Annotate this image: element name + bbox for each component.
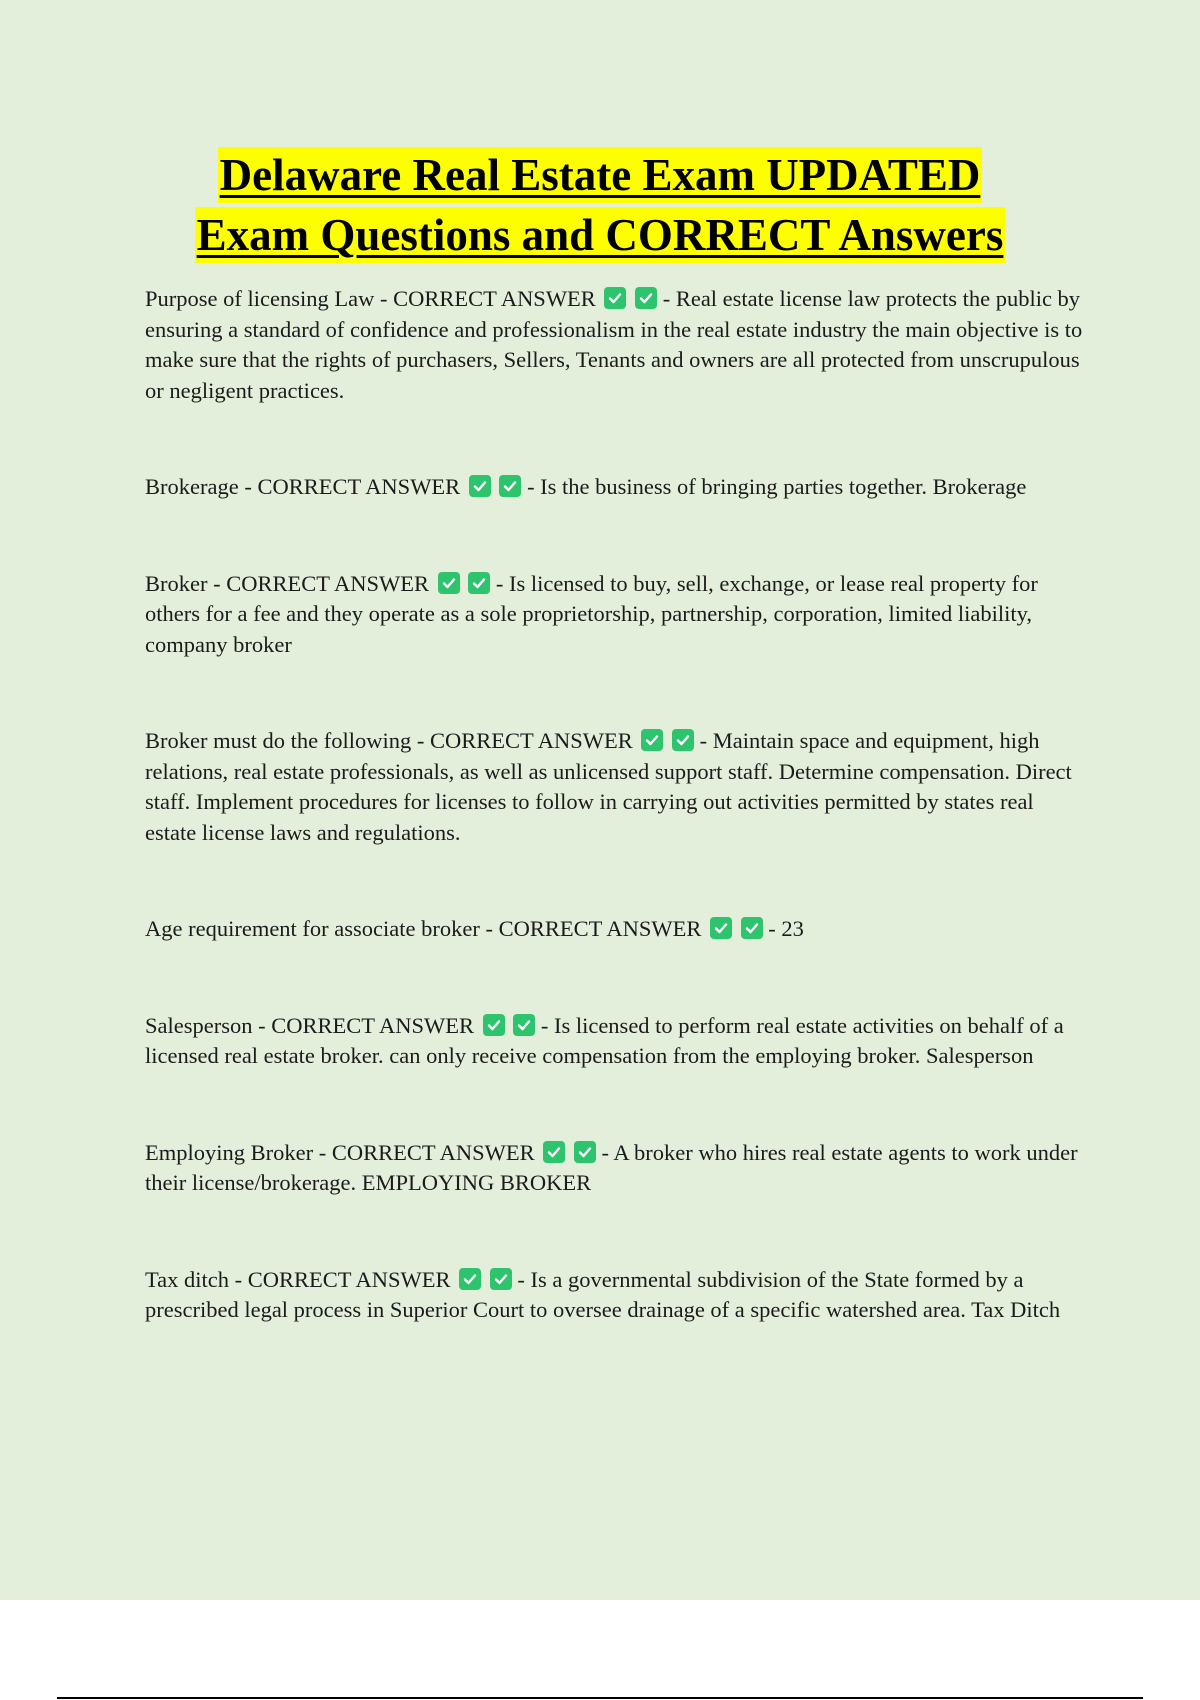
title-line-2: Exam Questions and CORRECT Answers [195, 207, 1006, 263]
qa-answer: - Maintain space and equipment, high relations, real estate professionals, as well as unlicensed support staff. Determine compensation. Direct staff. Implement procedures for licenses to follow in carrying out activities permitted by states real estate license laws and regulations. [145, 728, 1072, 845]
check-mark-icon [438, 572, 460, 594]
qa-term: Tax ditch - CORRECT ANSWER [145, 1266, 451, 1292]
check-mark-icon [490, 1268, 512, 1290]
check-mark-icon [635, 287, 657, 309]
check-mark-icon [469, 475, 491, 497]
qa-answer: - Is a governmental subdivision of the State formed by a prescribed legal process in Superior Court to oversee drainage of a specific watershed area. Tax Ditch [145, 1266, 1061, 1322]
qa-term: Brokerage - CORRECT ANSWER [145, 474, 461, 499]
qa-answer: - Is the business of bringing parties together. Brokerage [521, 474, 1027, 499]
qa-item [145, 569, 1090, 661]
check-mark-icon [499, 475, 521, 497]
check-mark-icon [604, 287, 626, 309]
title-line-1: Delaware Real Estate Exam UPDATED [218, 147, 983, 203]
qa-item [145, 1265, 1090, 1326]
check-mark-icon [710, 917, 732, 939]
qa-list [145, 284, 1090, 1326]
qa-term: Broker must do the following - CORRECT ANSWER [145, 728, 633, 753]
qa-answer: - A broker who hires real estate agents to work under their license/brokerage. EMPLOYING BROKER [145, 1139, 1078, 1195]
qa-item [145, 1138, 1090, 1199]
qa-term: Age requirement for associate broker - CORRECT ANSWER [145, 916, 702, 941]
qa-item [145, 726, 1090, 848]
qa-item [145, 472, 1090, 503]
qa-item [145, 914, 1090, 945]
qa-answer: - Real estate license law protects the public by ensuring a standard of confidence and professionalism in the real estate industry the main objective is to make sure that the rights of purchasers, Sellers, Tenants and owners are all protected from unscrupulous or negligent practices. [145, 286, 1083, 403]
qa-term: Employing Broker - CORRECT ANSWER [145, 1139, 535, 1165]
check-mark-icon [468, 572, 490, 594]
document-title [0, 145, 1200, 265]
check-mark-icon [641, 729, 663, 751]
qa-answer: - Is licensed to perform real estate activities on behalf of a licensed real estate broker. can only receive compensation from the employing broker. Salesperson [145, 1012, 1064, 1068]
check-mark-icon [574, 1141, 596, 1163]
qa-term: Broker - CORRECT ANSWER [145, 570, 429, 596]
qa-answer: - Is licensed to buy, sell, exchange, or lease real property for others for a fee and they operate as a sole proprietorship, partnership, corporation, limited liability, company broker [145, 570, 1038, 657]
check-mark-icon [513, 1014, 535, 1036]
check-mark-icon [459, 1268, 481, 1290]
check-mark-icon [672, 729, 694, 751]
qa-item [145, 1011, 1090, 1072]
qa-answer: - 23 [762, 916, 804, 941]
check-mark-icon [543, 1141, 565, 1163]
qa-item [145, 284, 1090, 406]
footer-divider [57, 1697, 1143, 1699]
qa-term: Salesperson - CORRECT ANSWER [145, 1012, 474, 1038]
check-mark-icon [483, 1014, 505, 1036]
qa-term: Purpose of licensing Law - CORRECT ANSWER [145, 286, 596, 311]
check-mark-icon [741, 917, 763, 939]
